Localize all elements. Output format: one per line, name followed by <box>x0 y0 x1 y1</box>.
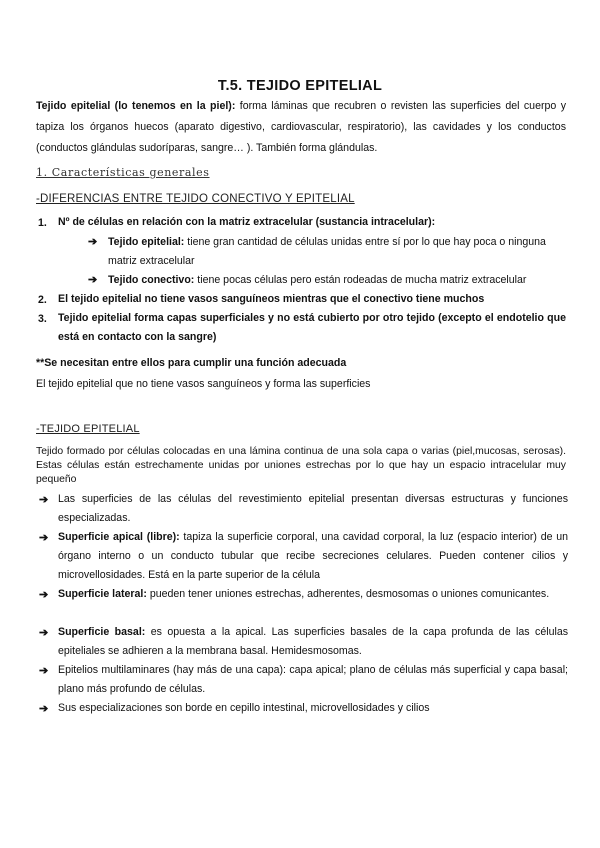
list-number: 2. <box>38 294 47 306</box>
list-number: 3. <box>38 313 47 325</box>
bullet-text: Sus especializaciones son borde en cepillo intestinal, microvellosidades y cilios <box>58 702 430 714</box>
arrow-bullet-icon: ➔ <box>39 532 49 544</box>
arrow-bullet-icon: ➔ <box>39 627 49 639</box>
bullet-bold: Superficie apical (libre): <box>58 531 180 543</box>
sub-list-item <box>108 233 568 271</box>
intro-text: forma láminas que recubren o revisten las superficies del cuerpo y tapiza los órganos huecos (aparato digestivo, cardiovascular, respiratorio), las cavidades y los conductos (conductos glándulas sudoríparas, sangre… ). También forma glándulas. <box>36 100 566 154</box>
intro-paragraph <box>36 96 566 159</box>
sub-item-text: tiene gran cantidad de células unidas entre sí por lo que hay poca o ninguna matriz extracelular <box>108 236 546 267</box>
sub-list-item <box>108 271 568 290</box>
bullet-bold: Superficie lateral: <box>58 588 147 600</box>
page-title: T.5. TEJIDO EPITELIAL <box>217 78 383 94</box>
bullet-text: Epitelios multilaminares (hay más de una capa): capa apical; plano de células más superficial y capa basal; plano más profundo de células. <box>58 664 568 695</box>
note-bold: **Se necesitan entre ellos para cumplir una función adecuada <box>36 357 347 369</box>
bullet-item <box>58 490 568 528</box>
arrow-bullet-icon: ➔ <box>39 494 49 506</box>
arrow-bullet-icon: ➔ <box>88 274 98 286</box>
heading-diferencias: -DIFERENCIAS ENTRE TEJIDO CONECTIVO Y EPITELIAL <box>36 193 355 205</box>
arrow-bullet-icon: ➔ <box>39 665 49 677</box>
sub-item-bold: Tejido conectivo: <box>108 274 195 286</box>
list-item: El tejido epitelial no tiene vasos sanguíneos mientras que el conectivo tiene muchos <box>58 293 485 305</box>
bullet-item <box>58 661 568 699</box>
bullet-text: Las superficies de las células del revestimiento epitelial presentan diversas estructuras y funciones especializadas. <box>58 493 568 524</box>
list-number: 1. <box>38 217 47 229</box>
bullet-item <box>58 699 568 718</box>
note-text: El tejido epitelial que no tiene vasos sanguíneos y forma las superficies <box>36 378 371 390</box>
bullet-bold: Superficie basal: <box>58 626 146 638</box>
list-item: Tejido epitelial forma capas superficiales y no está cubierto por otro tejido (excepto el endotelio que está en contacto con la sangre) <box>58 312 566 343</box>
bullet-text: pueden tener uniones estrechas, adherentes, desmosomas o uniones comunicantes. <box>146 588 550 600</box>
bullet-text: es opuesta a la apical. Las superficies basales de la capa profunda de las células epiteliales se adhieren a la membrana basal. Hemidesmosomas. <box>58 626 569 657</box>
sub-item-bold: Tejido epitelial: <box>108 236 185 248</box>
bullet-item <box>58 528 568 585</box>
bullet-text: tapiza la superficie corporal, una cavidad corporal, la luz (espacio interior) de un órgano interno o un conducto tubular que recibe secreciones celulares. Pueden contener cilios y microvellosidades. Está en la parte superior de la célula <box>58 531 568 581</box>
section-heading-caracteristicas: 1. Características generales <box>36 166 210 179</box>
sub-item-text: tiene pocas células pero están rodeadas de mucha matriz extracelular <box>194 274 527 286</box>
arrow-bullet-icon: ➔ <box>39 703 49 715</box>
arrow-bullet-icon: ➔ <box>39 589 49 601</box>
epitelial-intro: Tejido formado por células colocadas en una lámina continua de una sola capa o varias (piel,mucosas, serosas). Estas células están estrechamente unidas por uniones estrechas por lo que hay un espacio intracelular muy pequeño <box>36 446 566 485</box>
heading-tejido-epitelial: -TEJIDO EPITELIAL <box>36 423 140 435</box>
intro-bold: Tejido epitelial (lo tenemos en la piel): <box>36 100 236 112</box>
bullet-item <box>58 623 568 661</box>
list-item: Nº de células en relación con la matriz extracelular (sustancia intracelular): <box>58 216 436 228</box>
bullet-item <box>58 585 568 604</box>
arrow-bullet-icon: ➔ <box>88 236 98 248</box>
